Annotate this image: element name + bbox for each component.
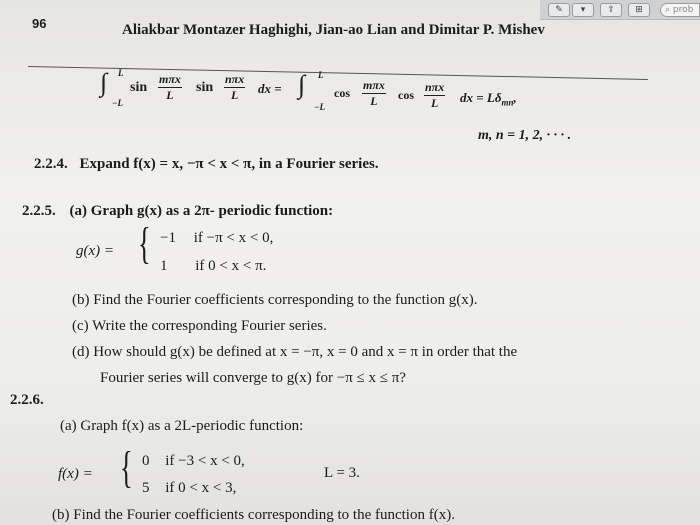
g-case-2-value: 1: [160, 258, 168, 274]
f-case-2-condition: if 0 < x < 3,: [165, 480, 237, 496]
rhs-equals: [460, 90, 517, 108]
fraction-mpix-1: mπx L: [159, 72, 181, 102]
piecewise-brace-g: {: [138, 219, 151, 268]
page-number: 96: [32, 16, 47, 31]
f-case-1-value: 0: [142, 453, 150, 469]
cos-2: cos: [398, 88, 414, 102]
upper-limit-1: L: [118, 68, 124, 78]
f-case-1: [142, 453, 245, 470]
integral-sign-2: ∫: [298, 70, 306, 99]
integral-sign-2-wrap: [298, 72, 305, 98]
part-b-2-2-6: (b) Find the Fourier coefficients corresponding to the function f(x).: [52, 507, 455, 523]
piecewise-brace-f: {: [120, 443, 133, 492]
integral-sign-1: ∫: [100, 68, 108, 97]
part-d-2-2-5-line-2: Fourier series will converge to g(x) for −π ≤ x ≤ π?: [100, 370, 406, 386]
rhs-text: dx = Lδ: [460, 90, 502, 105]
part-c-2-2-5: (c) Write the corresponding Fourier series.: [72, 318, 327, 334]
problem-text: Expand f(x) = x, −π < x < π, in a Fourier series.: [79, 156, 379, 172]
part-a-2-2-6: (a) Graph f(x) as a 2L-periodic function:: [60, 418, 304, 434]
lower-limit-1: −L: [112, 98, 123, 108]
part-b-2-2-5: (b) Find the Fourier coefficients corresponding to the function g(x).: [72, 292, 478, 308]
part-a-text: (a) Graph g(x) as a 2π- periodic function:: [69, 203, 334, 219]
index-range: m, n = 1, 2, · · · .: [478, 128, 572, 143]
problem-2-2-6-number: 2.2.6.: [10, 392, 44, 408]
g-case-1: [160, 230, 273, 247]
upper-limit-2: L: [318, 70, 324, 80]
fraction-mpix-2: mπx L: [363, 78, 385, 108]
g-definition-lhs: g(x) =: [76, 243, 115, 259]
search-icon: ⌕: [665, 5, 671, 15]
problem-2-2-4: [34, 156, 379, 173]
f-case-2-value: 5: [142, 480, 150, 496]
search-placeholder: prob: [672, 5, 694, 15]
g-case-2: [160, 258, 266, 275]
rhs-subscript: mn: [501, 97, 514, 108]
annotate-icon[interactable]: ✎: [548, 3, 570, 17]
part-d-2-2-5-line-1: (d) How should g(x) be defined at x = −π, x = 0 and x = π in order that the: [72, 344, 518, 360]
fraction-npix-2: nπx L: [425, 80, 445, 110]
problem-number: 2.2.5.: [22, 203, 56, 219]
g-case-1-condition: if −π < x < 0,: [193, 230, 274, 246]
g-case-1-value: −1: [160, 230, 176, 246]
sin-1: sin: [130, 80, 148, 95]
sin-2: sin: [196, 80, 214, 95]
dx-equals: dx =: [258, 81, 282, 96]
f-case-1-condition: if −3 < x < 0,: [165, 453, 245, 469]
fraction-npix-1: nπx L: [225, 72, 245, 102]
f-case-2: [142, 480, 236, 497]
share-icon[interactable]: ⇪: [600, 3, 622, 17]
dropdown-chevron-icon[interactable]: ▾: [572, 3, 594, 17]
L-value: L = 3.: [324, 465, 360, 481]
lower-limit-2: −L: [314, 102, 325, 112]
cos-1: cos: [334, 86, 350, 100]
g-case-2-condition: if 0 < x < π.: [195, 258, 267, 274]
search-input[interactable]: [660, 3, 700, 17]
rhs-comma: ,: [513, 90, 517, 105]
running-head: Aliakbar Montazer Haghighi, Jian-ao Lian and Dimitar P. Mishev: [122, 22, 545, 38]
problem-2-2-5-header: [22, 203, 333, 220]
f-definition-lhs: f(x) =: [58, 466, 93, 482]
orthogonality-equation: [100, 70, 107, 96]
tabs-icon[interactable]: ⊞: [628, 3, 650, 17]
problem-number: 2.2.4.: [34, 156, 68, 172]
